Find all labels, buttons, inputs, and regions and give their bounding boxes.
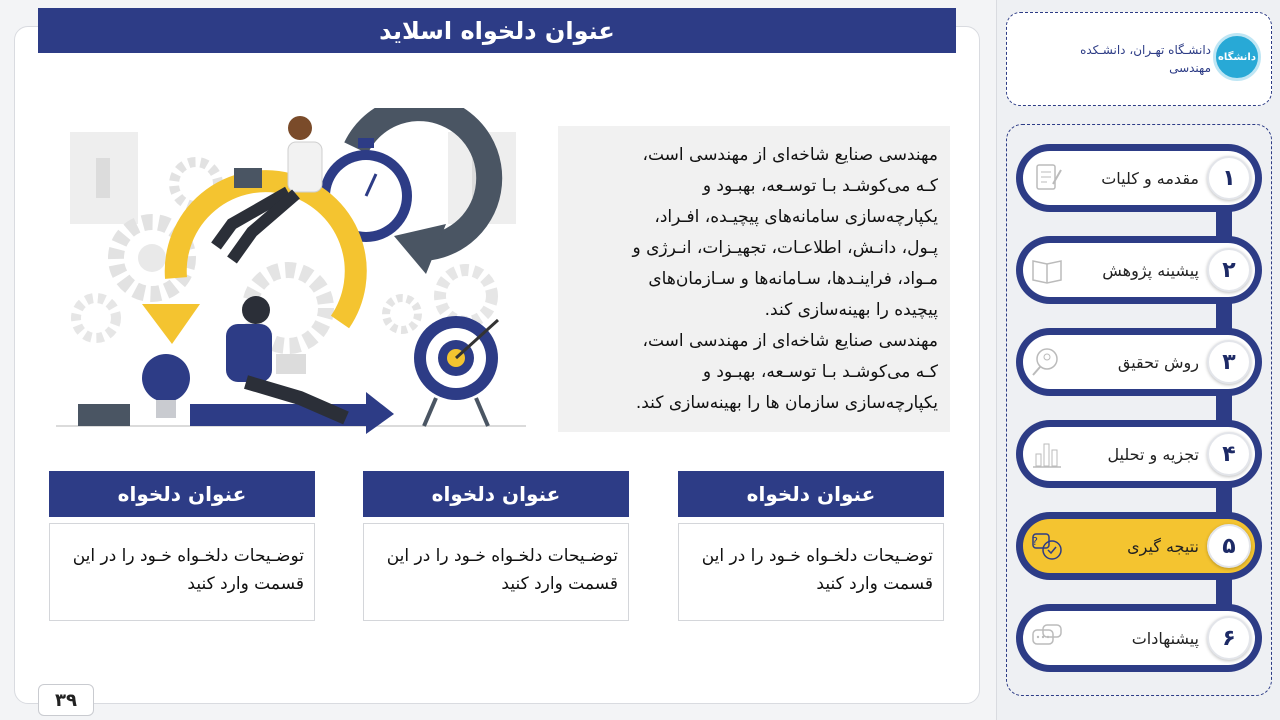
- info-card: [363, 471, 629, 621]
- svg-text:?: ?: [1032, 535, 1038, 548]
- menu-label: نتیجه گیری: [1127, 536, 1199, 556]
- engineering-illustration: [56, 108, 536, 438]
- menu-number: ۲: [1207, 248, 1251, 292]
- paragraph-line: یکپارچه‌سازی سامانه‌های پیچیـده، افـراد،: [654, 207, 938, 227]
- page-number: ۳۹: [38, 684, 94, 716]
- description-text: [558, 126, 950, 432]
- menu-number: ۳: [1207, 340, 1251, 384]
- slide-title: عنوان دلخواه اسلاید: [38, 8, 956, 53]
- card-title: عنوان دلخواه: [678, 471, 944, 517]
- university-header: [1006, 12, 1272, 106]
- menu-item-introduction[interactable]: [1016, 144, 1262, 212]
- info-card: [49, 471, 315, 621]
- menu-item-suggestions[interactable]: [1016, 604, 1262, 672]
- card-description: توضـیحات دلخـواه خـود را در این قسمت وارد کنید: [678, 523, 944, 621]
- menu-item-literature[interactable]: [1016, 236, 1262, 304]
- menu-number: ۱: [1207, 156, 1251, 200]
- card-description: توضـیحات دلخـواه خـود را در این قسمت وارد کنید: [49, 523, 315, 621]
- paragraph-line: مهندسی صنایع شاخه‌ای از مهندسی است،: [642, 145, 938, 165]
- paragraph-line: مهندسی صنایع شاخه‌ای از مهندسی است،: [642, 331, 938, 351]
- paragraph-line: یکپارچه‌سازی سازمان ها را بهینه‌سازی کند.: [635, 393, 938, 413]
- document-icon: [1029, 160, 1065, 196]
- university-name: دانشـگاه تهـران، دانشـکده مهندسی: [1080, 43, 1211, 75]
- menu-label: پیشنهادات: [1131, 628, 1199, 648]
- university-logo-icon: [1213, 33, 1261, 81]
- paragraph-line: مـواد، فراینـدها، سـامانه‌ها و سـازمان‌های: [648, 269, 938, 289]
- menu-label: تجزیه و تحلیل: [1107, 444, 1199, 464]
- chat-icon: [1029, 620, 1065, 656]
- menu-item-analysis[interactable]: [1016, 420, 1262, 488]
- card-description: توضـیحات دلخـواه خـود را در این قسمت وارد کنید: [363, 523, 629, 621]
- book-icon: [1029, 252, 1065, 288]
- menu-label: مقدمه و کلیات: [1101, 168, 1199, 188]
- paragraph-line: کـه می‌کوشـد بـا توسـعه، بهبـود و: [702, 362, 938, 382]
- menu-label: روش تحقیق: [1117, 352, 1199, 372]
- paragraph-line: پیچیده را بهینه‌سازی کند.: [764, 300, 938, 320]
- paragraph-line: پـول، دانـش، اطلاعـات، تجهیـزات، انـرژی و: [632, 238, 938, 258]
- bar-chart-icon: [1029, 436, 1065, 472]
- menu-label: پیشینه پژوهش: [1102, 260, 1199, 280]
- card-title: عنوان دلخواه: [49, 471, 315, 517]
- menu-item-conclusion[interactable]: [1016, 512, 1262, 580]
- menu-number: ۶: [1207, 616, 1251, 660]
- paragraph-line: کـه می‌کوشـد بـا توسـعه، بهبـود و: [702, 176, 938, 196]
- menu-number: ۵: [1207, 524, 1251, 568]
- search-user-icon: [1029, 344, 1065, 380]
- menu-number: ۴: [1207, 432, 1251, 476]
- info-card: [678, 471, 944, 621]
- question-check-icon: [1029, 528, 1065, 564]
- logo-text: دانشگاه: [1218, 51, 1256, 63]
- menu-item-methodology[interactable]: [1016, 328, 1262, 396]
- card-title: عنوان دلخواه: [363, 471, 629, 517]
